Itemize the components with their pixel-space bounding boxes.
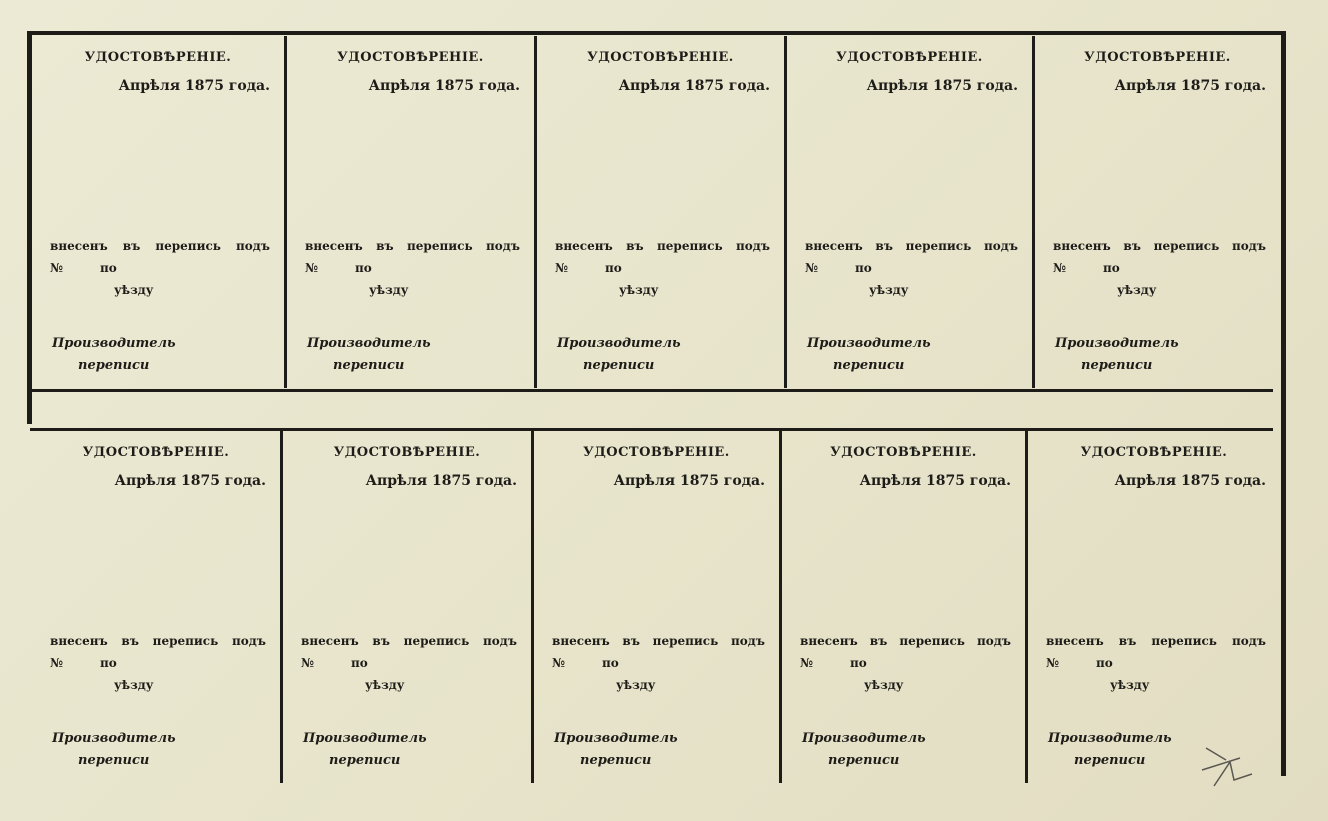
entry-word: перепись bbox=[657, 239, 723, 253]
entry-line bbox=[50, 239, 270, 253]
certificate-title: УДОСТОВѢРЕНІЕ. bbox=[82, 445, 230, 460]
number-line bbox=[1046, 656, 1113, 670]
signature-subtitle: переписи bbox=[329, 753, 401, 768]
certificate-date: Апрѣля 1875 года. bbox=[618, 78, 770, 94]
certificate-date: Апрѣля 1875 года. bbox=[1114, 473, 1266, 489]
number-label: № bbox=[301, 656, 315, 670]
certificate-card bbox=[784, 36, 1032, 388]
po-label: по bbox=[351, 656, 368, 670]
entry-word: подъ bbox=[231, 634, 266, 648]
number-line bbox=[50, 656, 117, 670]
entry-word: подъ bbox=[1232, 634, 1266, 648]
entry-word: въ bbox=[1118, 634, 1137, 648]
entry-word: перепись bbox=[899, 634, 965, 648]
certificate-row-1 bbox=[32, 36, 1280, 388]
certificate-date: Апрѣля 1875 года. bbox=[859, 473, 1011, 489]
certificate-title: УДОСТОВѢРЕНІЕ. bbox=[333, 445, 481, 460]
entry-word: въ bbox=[626, 239, 644, 253]
number-line bbox=[305, 261, 372, 275]
number-label: № bbox=[800, 656, 814, 670]
district-label: уѣзду bbox=[365, 678, 405, 692]
district-label: уѣзду bbox=[869, 283, 909, 297]
number-label: № bbox=[1046, 656, 1060, 670]
number-line bbox=[805, 261, 872, 275]
po-label: по bbox=[1096, 656, 1113, 670]
certificate-card bbox=[280, 431, 531, 783]
signature-title: Производитель bbox=[307, 336, 431, 351]
certificate-row-2 bbox=[32, 431, 1280, 783]
entry-word: подъ bbox=[485, 239, 520, 253]
number-label: № bbox=[552, 656, 566, 670]
certificate-card bbox=[32, 431, 280, 783]
entry-word: внесенъ bbox=[805, 239, 863, 253]
number-label: № bbox=[555, 261, 569, 275]
certificate-title: УДОСТОВѢРЕНІЕ. bbox=[84, 50, 232, 65]
entry-word: въ bbox=[122, 239, 141, 253]
certificate-title: УДОСТОВѢРЕНІЕ. bbox=[1084, 50, 1231, 65]
certificate-card bbox=[531, 431, 779, 783]
entry-word: подъ bbox=[730, 634, 765, 648]
signature-title: Производитель bbox=[303, 731, 427, 746]
certificate-title: УДОСТОВѢРЕНІЕ. bbox=[337, 50, 484, 65]
entry-word: перепись bbox=[652, 634, 719, 648]
number-label: № bbox=[50, 261, 64, 275]
signature-subtitle: переписи bbox=[78, 358, 150, 373]
number-label: № bbox=[1053, 261, 1067, 275]
frame-top-rule bbox=[30, 31, 1286, 35]
pencil-mark bbox=[1196, 740, 1260, 792]
district-label: уѣзду bbox=[114, 678, 154, 692]
entry-line bbox=[1046, 634, 1266, 648]
entry-word: внесенъ bbox=[555, 239, 613, 253]
certificate-card bbox=[32, 36, 284, 388]
signature-title: Производитель bbox=[1048, 731, 1172, 746]
number-line bbox=[301, 656, 368, 670]
signature-subtitle: переписи bbox=[583, 358, 655, 373]
number-line bbox=[1053, 261, 1120, 275]
entry-word: въ bbox=[869, 634, 888, 648]
number-label: № bbox=[50, 656, 64, 670]
certificate-card bbox=[1025, 431, 1280, 783]
certificate-title: УДОСТОВѢРЕНІЕ. bbox=[830, 445, 977, 460]
number-label: № bbox=[305, 261, 319, 275]
number-label: № bbox=[805, 261, 819, 275]
entry-word: подъ bbox=[735, 239, 770, 253]
district-label: уѣзду bbox=[114, 283, 154, 297]
entry-word: внесенъ bbox=[305, 239, 363, 253]
district-label: уѣзду bbox=[1117, 283, 1157, 297]
entry-word: перепись bbox=[403, 634, 470, 648]
entry-line bbox=[301, 634, 517, 648]
entry-word: внесенъ bbox=[50, 634, 108, 648]
entry-line bbox=[1053, 239, 1266, 253]
signature-subtitle: переписи bbox=[833, 358, 905, 373]
district-label: уѣзду bbox=[619, 283, 659, 297]
certificate-date: Апрѣля 1875 года. bbox=[118, 78, 270, 94]
po-label: по bbox=[605, 261, 622, 275]
certificate-date: Апрѣля 1875 года. bbox=[114, 473, 266, 489]
certificate-title: УДОСТОВѢРЕНІЕ. bbox=[836, 50, 983, 65]
entry-word: подъ bbox=[983, 239, 1018, 253]
entry-word: перепись bbox=[152, 634, 219, 648]
entry-word: внесенъ bbox=[301, 634, 359, 648]
district-label: уѣзду bbox=[369, 283, 409, 297]
po-label: по bbox=[602, 656, 619, 670]
entry-word: въ bbox=[121, 634, 139, 648]
po-label: по bbox=[355, 261, 372, 275]
entry-line bbox=[305, 239, 520, 253]
entry-line bbox=[552, 634, 765, 648]
certificate-date: Апрѣля 1875 года. bbox=[613, 473, 765, 489]
entry-word: перепись bbox=[1151, 634, 1217, 648]
signature-subtitle: переписи bbox=[78, 753, 150, 768]
signature-subtitle: переписи bbox=[580, 753, 652, 768]
signature-subtitle: переписи bbox=[828, 753, 900, 768]
certificate-title: УДОСТОВѢРЕНІЕ. bbox=[1080, 445, 1228, 460]
entry-line bbox=[555, 239, 770, 253]
entry-word: въ bbox=[372, 634, 390, 648]
signature-subtitle: переписи bbox=[1081, 358, 1153, 373]
number-line bbox=[50, 261, 117, 275]
entry-line bbox=[805, 239, 1018, 253]
entry-word: въ bbox=[875, 239, 893, 253]
entry-word: перепись bbox=[1153, 239, 1220, 253]
row-divider-upper bbox=[30, 389, 1273, 392]
entry-line bbox=[800, 634, 1011, 648]
district-label: уѣзду bbox=[864, 678, 904, 692]
entry-word: внесенъ bbox=[800, 634, 858, 648]
entry-word: внесенъ bbox=[552, 634, 610, 648]
entry-word: въ bbox=[622, 634, 640, 648]
entry-word: внесенъ bbox=[1046, 634, 1104, 648]
po-label: по bbox=[1103, 261, 1120, 275]
certificate-date: Апрѣля 1875 года. bbox=[866, 78, 1018, 94]
po-label: по bbox=[855, 261, 872, 275]
signature-title: Производитель bbox=[557, 336, 681, 351]
number-line bbox=[555, 261, 622, 275]
signature-title: Производитель bbox=[802, 731, 926, 746]
frame-right-rule bbox=[1281, 31, 1286, 776]
entry-word: перепись bbox=[155, 239, 221, 253]
entry-word: подъ bbox=[482, 634, 517, 648]
entry-word: перепись bbox=[407, 239, 473, 253]
signature-title: Производитель bbox=[807, 336, 931, 351]
po-label: по bbox=[100, 261, 117, 275]
district-label: уѣзду bbox=[1110, 678, 1150, 692]
entry-word: подъ bbox=[977, 634, 1011, 648]
certificate-title: УДОСТОВѢРЕНІЕ. bbox=[583, 445, 730, 460]
po-label: по bbox=[850, 656, 867, 670]
signature-subtitle: переписи bbox=[333, 358, 405, 373]
certificate-card bbox=[1032, 36, 1280, 388]
certificate-title: УДОСТОВѢРЕНІЕ. bbox=[587, 50, 734, 65]
certificate-date: Апрѣля 1875 года. bbox=[365, 473, 517, 489]
entry-word: внесенъ bbox=[1053, 239, 1111, 253]
certificate-card bbox=[284, 36, 534, 388]
certificate-date: Апрѣля 1875 года. bbox=[1114, 78, 1266, 94]
entry-word: перепись bbox=[905, 239, 972, 253]
certificate-card bbox=[779, 431, 1025, 783]
signature-title: Производитель bbox=[554, 731, 678, 746]
certificate-card bbox=[534, 36, 784, 388]
entry-word: въ bbox=[376, 239, 394, 253]
number-line bbox=[552, 656, 619, 670]
signature-subtitle: переписи bbox=[1074, 753, 1146, 768]
signature-title: Производитель bbox=[52, 336, 176, 351]
signature-title: Производитель bbox=[1055, 336, 1179, 351]
entry-line bbox=[50, 634, 266, 648]
district-label: уѣзду bbox=[616, 678, 656, 692]
entry-word: въ bbox=[1123, 239, 1141, 253]
entry-word: внесенъ bbox=[50, 239, 108, 253]
number-line bbox=[800, 656, 867, 670]
entry-word: подъ bbox=[236, 239, 270, 253]
certificate-date: Апрѣля 1875 года. bbox=[368, 78, 520, 94]
entry-word: подъ bbox=[1231, 239, 1266, 253]
po-label: по bbox=[100, 656, 117, 670]
signature-title: Производитель bbox=[52, 731, 176, 746]
